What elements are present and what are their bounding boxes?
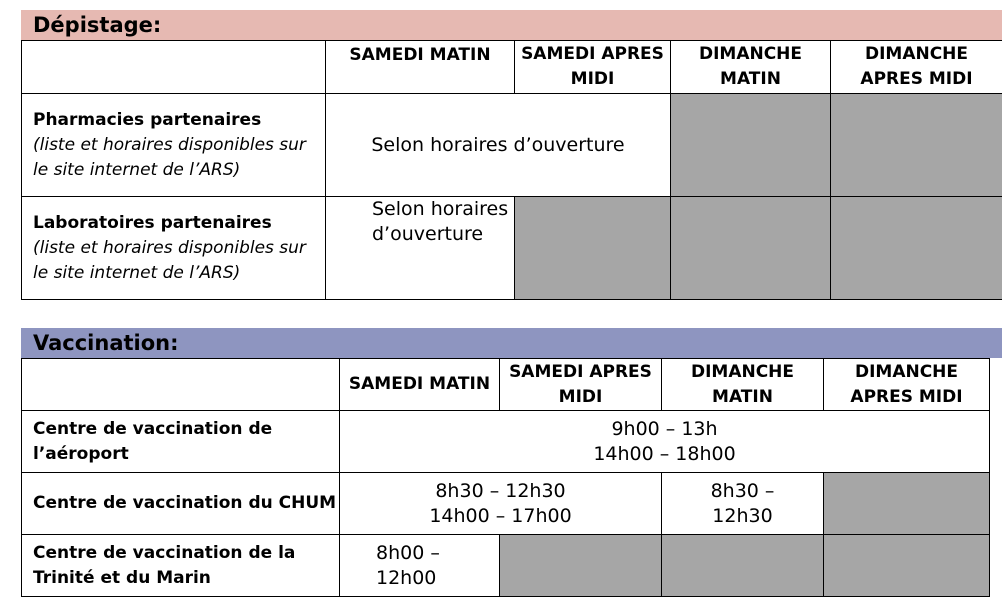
row-label-trinite-marin bbox=[22, 535, 340, 597]
closed-cell bbox=[515, 197, 671, 300]
row-note: (liste et horaires disponibles sur le site internet de l’ARS) bbox=[33, 134, 306, 180]
row-name: Centre de vaccination de l’aéroport bbox=[33, 418, 273, 464]
screening-table bbox=[21, 40, 1002, 300]
row-label-aeroport bbox=[22, 411, 340, 473]
hours-line: 8h30 – bbox=[710, 479, 775, 502]
header-sat-afternoon: SAMEDI APRES MIDI bbox=[515, 41, 671, 94]
table-row bbox=[22, 473, 990, 535]
table-row bbox=[22, 535, 990, 597]
header-sun-afternoon: DIMANCHE APRES MIDI bbox=[831, 41, 1002, 94]
row-label-laboratoires bbox=[22, 197, 326, 300]
row-label-pharmacies bbox=[22, 94, 326, 197]
header-sun-afternoon: DIMANCHE APRES MIDI bbox=[824, 359, 990, 411]
hours-line: 9h00 – 13h bbox=[611, 417, 718, 440]
closed-cell bbox=[500, 535, 662, 597]
chum-saturday-hours bbox=[340, 473, 662, 535]
laboratoires-saturday-morning-hours: Selon horaires d’ouverture bbox=[326, 197, 515, 300]
header-sat-afternoon: SAMEDI APRES MIDI bbox=[500, 359, 662, 411]
closed-cell bbox=[831, 197, 1002, 300]
hours-line: 12h30 bbox=[712, 504, 773, 527]
header-sat-morning: SAMEDI MATIN bbox=[340, 359, 500, 411]
vaccination-section-title: Vaccination: bbox=[21, 328, 1002, 358]
hours-line: 8h00 – bbox=[376, 541, 440, 564]
table-row bbox=[22, 197, 1002, 300]
vaccination-table bbox=[21, 358, 990, 597]
closed-cell bbox=[671, 197, 831, 300]
pharmacies-saturday-hours: Selon horaires d’ouverture bbox=[326, 94, 671, 197]
hours-line: 12h00 bbox=[376, 566, 437, 589]
trinite-saturday-morning-hours bbox=[340, 535, 500, 597]
closed-cell bbox=[831, 94, 1002, 197]
hours-line: 14h00 – 17h00 bbox=[429, 504, 572, 527]
table-header-row bbox=[22, 359, 990, 411]
header-sun-morning: DIMANCHE MATIN bbox=[662, 359, 824, 411]
table-row bbox=[22, 411, 990, 473]
header-empty bbox=[22, 41, 326, 94]
closed-cell bbox=[824, 473, 990, 535]
row-label-chum bbox=[22, 473, 340, 535]
chum-sunday-morning-hours bbox=[662, 473, 824, 535]
screening-section-title: Dépistage: bbox=[21, 10, 1002, 40]
closed-cell bbox=[824, 535, 990, 597]
row-name: Laboratoires partenaires bbox=[33, 212, 272, 233]
table-header-row bbox=[22, 41, 1002, 94]
header-empty bbox=[22, 359, 340, 411]
hours-line: 8h30 – 12h30 bbox=[435, 479, 566, 502]
header-sun-morning: DIMANCHE MATIN bbox=[671, 41, 831, 94]
hours-line: 14h00 – 18h00 bbox=[593, 442, 736, 465]
row-name: Centre de vaccination de la Trinité et du Marin bbox=[33, 542, 296, 588]
row-name: Pharmacies partenaires bbox=[33, 109, 262, 130]
aeroport-hours bbox=[340, 411, 990, 473]
header-sat-morning: SAMEDI MATIN bbox=[326, 41, 515, 94]
row-note: (liste et horaires disponibles sur le site internet de l’ARS) bbox=[33, 237, 306, 283]
closed-cell bbox=[662, 535, 824, 597]
closed-cell bbox=[671, 94, 831, 197]
row-name: Centre de vaccination du CHUM bbox=[33, 493, 337, 513]
table-row bbox=[22, 94, 1002, 197]
